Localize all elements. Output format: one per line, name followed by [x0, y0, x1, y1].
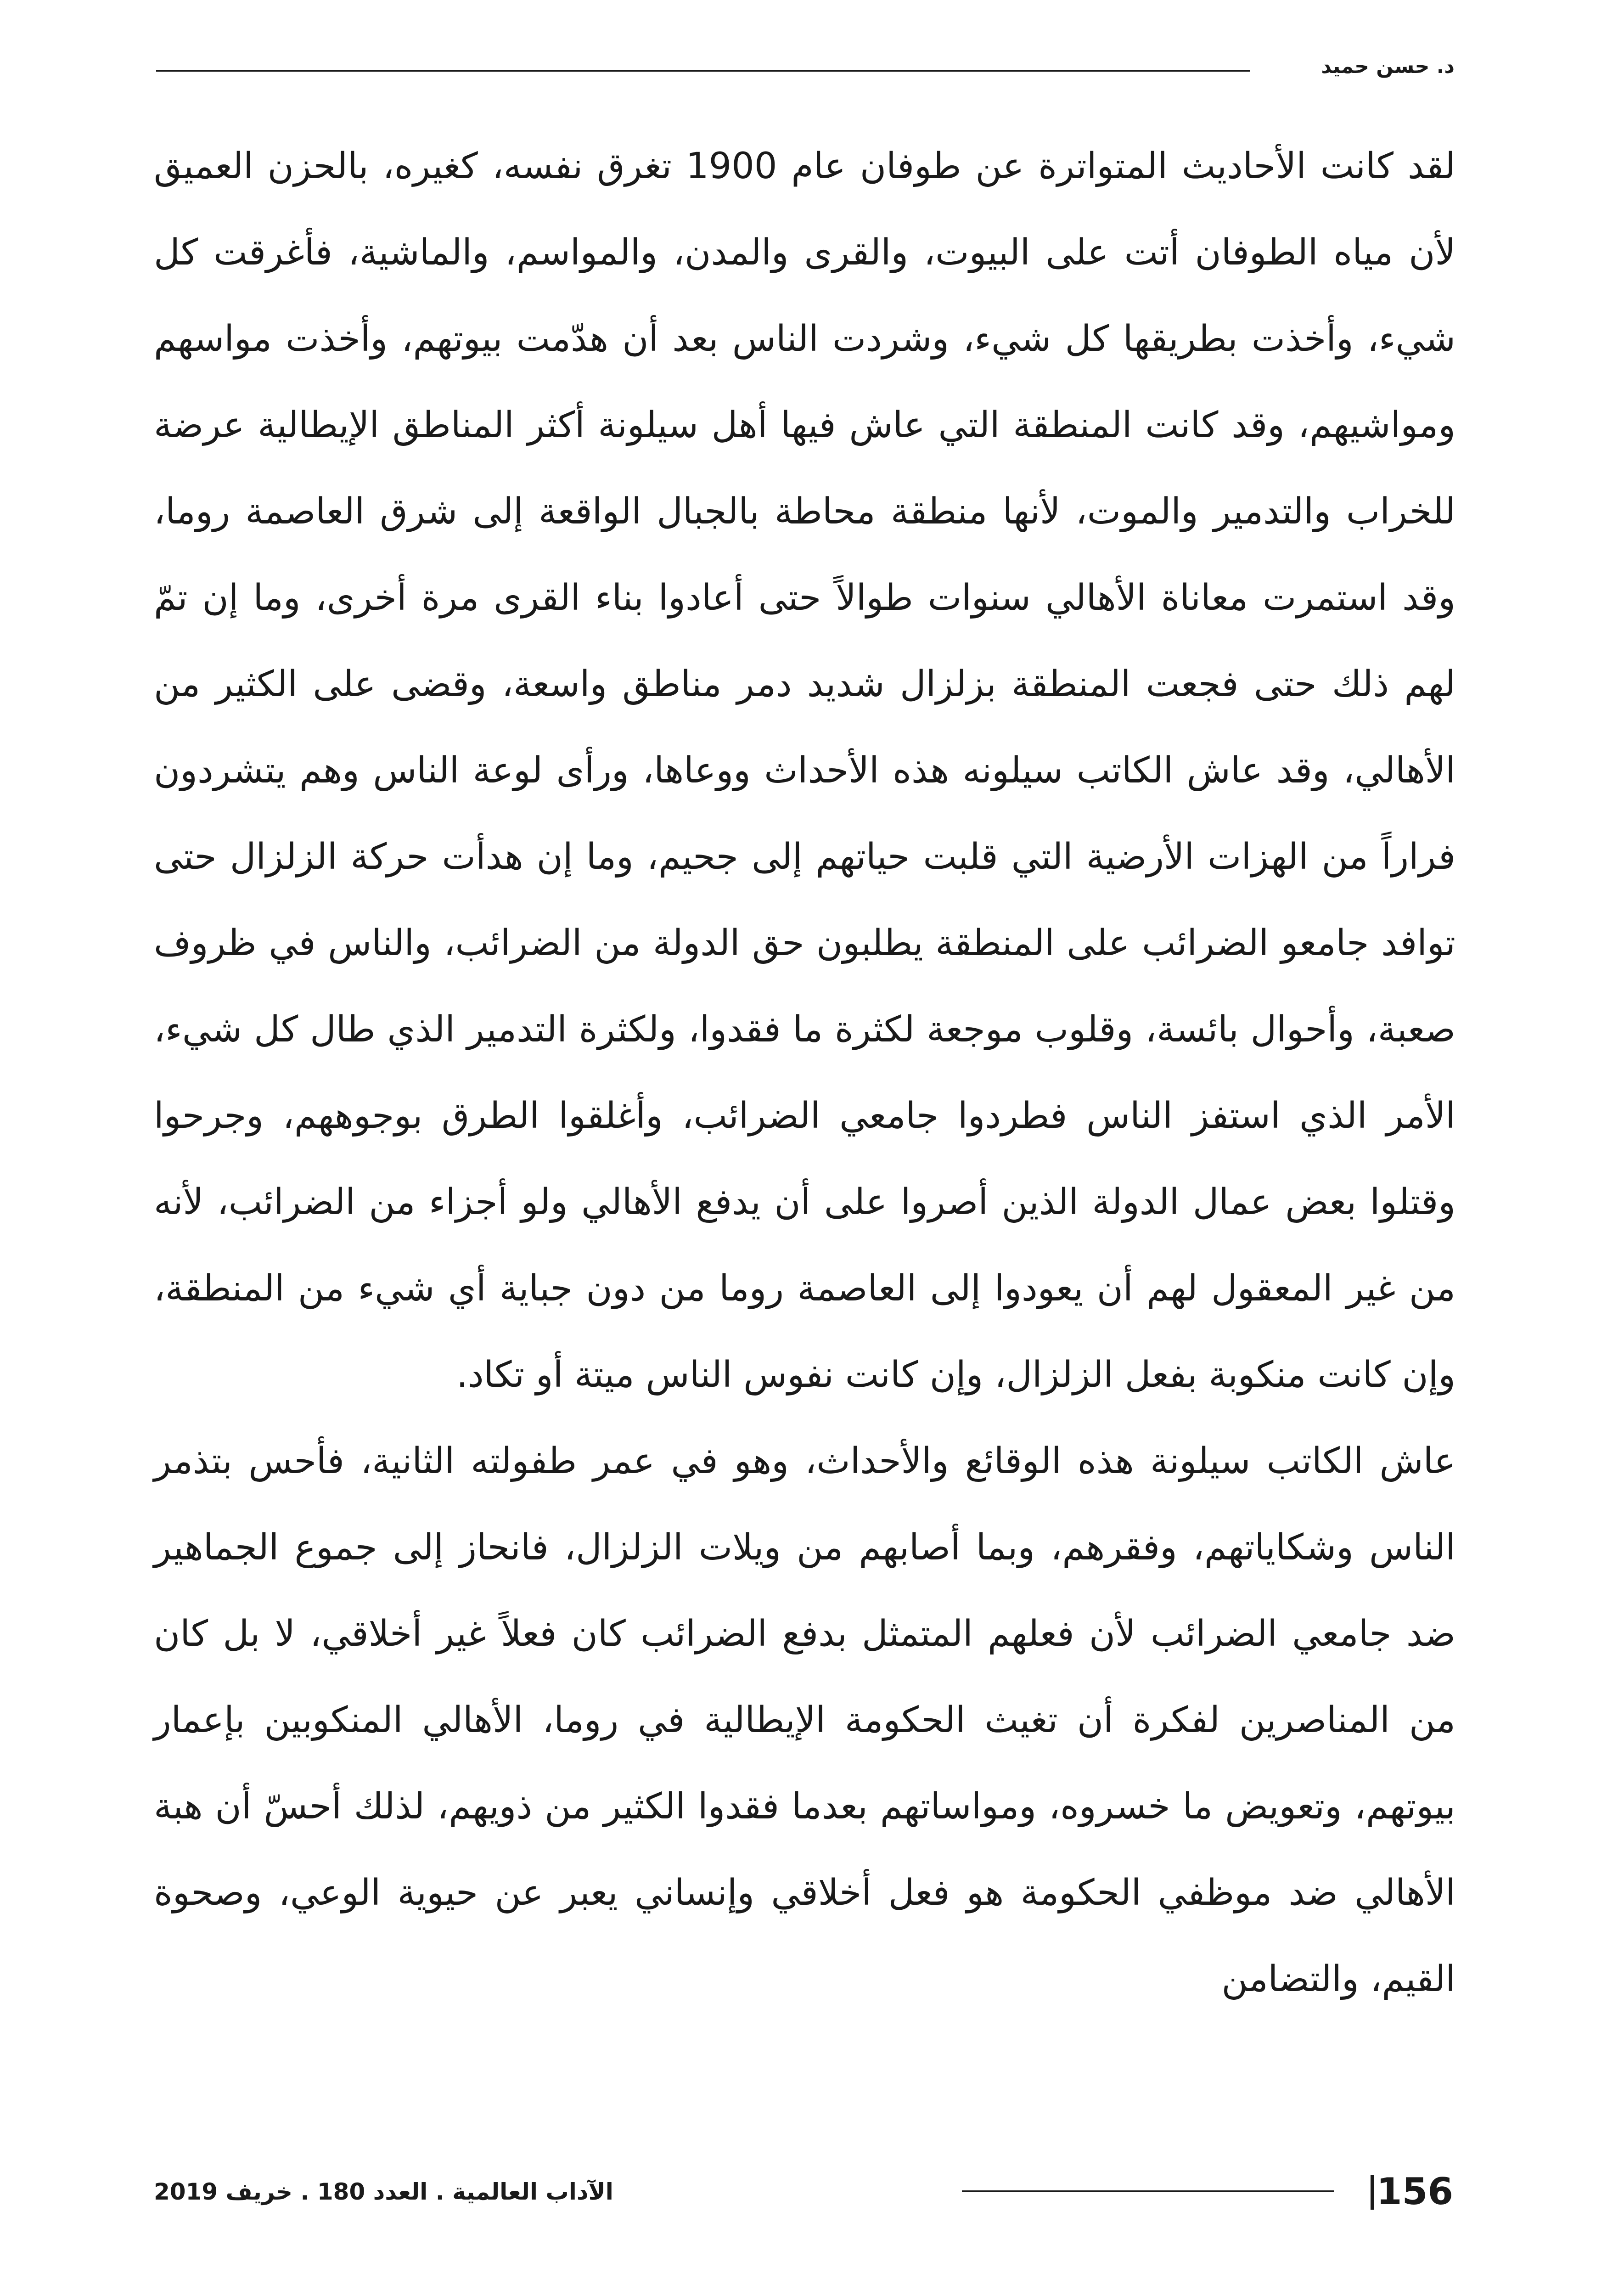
header-rule: [156, 70, 1250, 72]
running-header: [156, 51, 1455, 83]
header-author: د. حسن حميد: [1321, 55, 1455, 78]
paragraph-2: عاش الكاتب سيلونة هذه الوقائع والأحداث، وهو في عمر طفولته الثانية، فأحس بتذمر الناس وشكاياتهم، وفقرهم، وبما أصابهم من ويلات الزلزال، فانحاز إلى جموع الجماهير ضد جامعي الضرائب لأن فعلهم المتمثل بدفع الضرائب كان فعلاً غير أخلاقي، لا بل كان من المناصرين لفكرة أن تغيث الحكومة الإيطالية في روما، الأهالي المنكوبين بإعمار بيوتهم، وتعويض ما خسروه، ومواساتهم بعدما فقدوا الكثير من ذويهم، لذلك أحسّ أن هبة الأهالي ضد موظفي الحكومة هو فعل أخلاقي وإنساني يعبر عن حيوية الوعي، وصحوة القيم، والتضامن: [154, 1441, 1455, 2000]
footer-rule: [962, 2190, 1334, 2192]
journal-issue: الآداب العالمية . العدد 180 . خريف 2019: [154, 2178, 613, 2205]
page-number: 156: [1377, 2170, 1453, 2213]
paragraph-1: لقد كانت الأحاديث المتواترة عن طوفان عام 1900 تغرق نفسه، كغيره، بالحزن العميق لأن مياه الطوفان أتت على البيوت، والقرى والمدن، والمواسم، والماشية، فأغرقت كل شيء، وأخذت بطريقها كل شيء، وشردت الناس بعد أن هدّمت بيوتهم، وأخذت مواسهم ومواشيهم، وقد كانت المنطقة التي عاش فيها أهل سيلونة أكثر المناطق الإيطالية عرضة للخراب والتدمير والموت، لأنها منطقة محاطة بالجبال الواقعة إلى شرق العاصمة روما، وقد استمرت معاناة الأهالي سنوات طوالاً حتى أعادوا بناء القرى مرة أخرى، وما إن تمّ لهم ذلك حتى فجعت المنطقة بزلزال شديد دمر مناطق واسعة، وقضى على الكثير من الأهالي، وقد عاش الكاتب سيلونه هذه الأحداث ووعاها، ورأى لوعة الناس وهم يتشردون فراراً من الهزات الأرضية التي قلبت حياتهم إلى جحيم، وما إن هدأت حركة الزلزال حتى توافد جامعو الضرائب على المنطقة يطلبون حق الدولة من الضرائب، والناس في ظروف صعبة، وأحوال بائسة، وقلوب موجعة لكثرة ما فقدوا، ولكثرة التدمير الذي طال كل شيء، الأمر الذي استفز الناس فطردوا جامعي الضرائب، وأغلقوا الطرق بوجوههم، وجرحوا وقتلوا بعض عمال الدولة الذين أصروا على أن يدفع الأهالي ولو أجزاء من الضرائب، لأنه من غير المعقول لهم أن يعودوا إلى العاصمة روما من دون جباية أي شيء من المنطقة، وإن كانت منكوبة بفعل الزلزال، وإن كانت نفوس الناس ميتة أو تكاد.: [154, 146, 1456, 1396]
article-body: [154, 123, 1455, 2022]
page-footer: [154, 2167, 1453, 2217]
footer-separator: [1371, 2175, 1374, 2210]
